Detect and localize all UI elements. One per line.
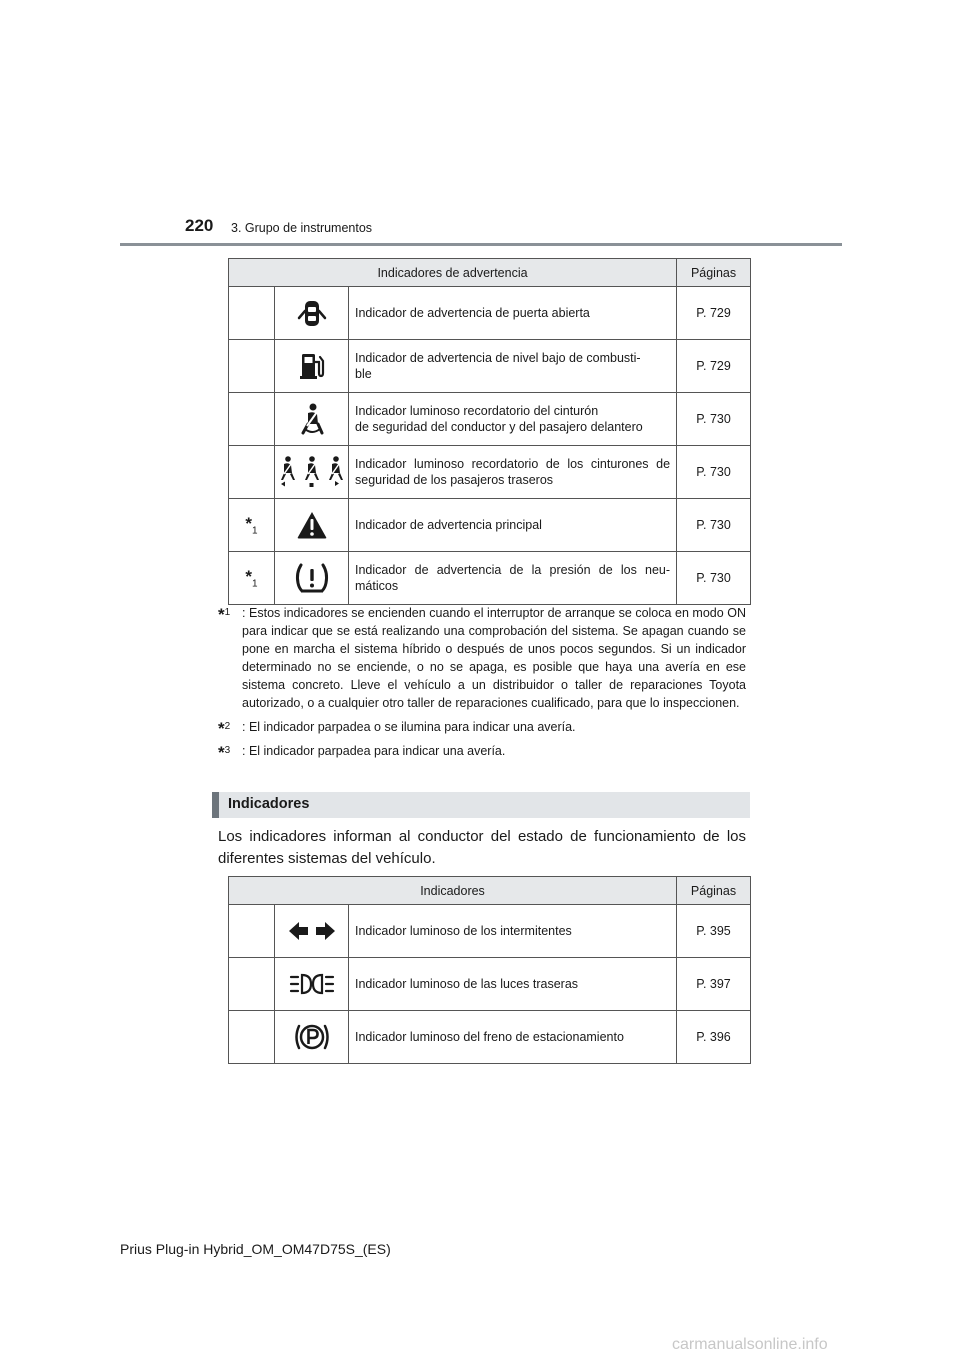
fuel-pump-icon (296, 350, 328, 382)
row-page: P. 397 (677, 958, 751, 1011)
header-rule (120, 243, 842, 246)
row-page: P. 730 (677, 446, 751, 499)
footnotes (218, 604, 746, 766)
column-header-indicators: Indicadores (229, 877, 677, 905)
rear-seatbelts-icon (276, 455, 348, 489)
row-description: Indicador de advertencia principal (349, 499, 677, 552)
table-row (229, 958, 751, 1011)
row-marker (229, 958, 275, 1011)
column-header-pages: Páginas (677, 259, 751, 287)
row-description: Indicador de advertencia de puerta abierta (349, 287, 677, 340)
column-header-indicators: Indicadores de advertencia (229, 259, 677, 287)
table-row (229, 1011, 751, 1064)
row-marker (229, 340, 275, 393)
table-header-row (229, 259, 751, 287)
footnote: *$^1$ : Estos indicadores se encienden cuando el interruptor de arranque se coloca en modo ON para indicar que se está realizando una comprobación del sistema. Se apagan cuando se pone en marcha el sistema híbrido o después de unos pocos segundos. Si un indicador determinado no se enciende, o no se apaga, es posible que haya una avería en ese sistema concreto. Lleve el vehículo a un distribuidor o taller de reparaciones Toyota autorizado, o a cualquier otro taller de reparaciones cualificado, para que lo inspeccionen. (218, 605, 746, 710)
door-open-icon (296, 297, 328, 329)
table-row (229, 287, 751, 340)
row-page: P. 729 (677, 340, 751, 393)
tail-lights-icon (289, 971, 335, 997)
table-row (229, 552, 751, 605)
row-page: P. 729 (677, 287, 751, 340)
turn-signal-icon (287, 919, 337, 943)
footnote: *$^3$ : El indicador parpadea para indicar una avería. (218, 743, 506, 763)
footnote: *$^2$ : El indicador parpadea o se ilumina para indicar una avería. (218, 719, 576, 739)
table-row (229, 499, 751, 552)
subsection-paragraph: Los indicadores informan al conductor del estado de funcionamiento de los diferentes sistemas del vehículo. (218, 828, 746, 867)
row-description: Indicador luminoso recordatorio del cinturón de seguridad del conductor y del pasajero delantero (349, 393, 677, 446)
row-description: Indicador luminoso recordatorio de los cinturones de seguridad de los pasajeros traseros (349, 446, 677, 499)
table-row (229, 905, 751, 958)
row-marker: $*_1$ (229, 499, 275, 552)
seatbelt-icon (296, 402, 328, 436)
row-description: Indicador luminoso de los intermitentes (349, 905, 677, 958)
row-marker (229, 1011, 275, 1064)
table-row (229, 446, 751, 499)
watermark: carmanualsonline.info (672, 1336, 828, 1353)
row-page: P. 396 (677, 1011, 751, 1064)
indicators-table (228, 876, 751, 1064)
footer-document-id: Prius Plug-in Hybrid_OM_OM47D75S_(ES) (120, 1241, 391, 1257)
table-row (229, 393, 751, 446)
row-marker (229, 446, 275, 499)
column-header-pages: Páginas (677, 877, 751, 905)
row-page: P. 395 (677, 905, 751, 958)
row-marker (229, 287, 275, 340)
tire-pressure-icon (292, 561, 332, 595)
row-page: P. 730 (677, 499, 751, 552)
page-number: 220 (185, 216, 214, 235)
row-page: P. 730 (677, 393, 751, 446)
table-row (229, 340, 751, 393)
master-warning-icon (296, 510, 328, 540)
row-marker (229, 393, 275, 446)
row-marker: $*_1$ (229, 552, 275, 605)
row-description: Indicador luminoso de las luces traseras (349, 958, 677, 1011)
table-header-row (229, 877, 751, 905)
warning-indicators-table (228, 258, 751, 605)
row-page: P. 730 (677, 552, 751, 605)
row-marker (229, 905, 275, 958)
subsection-title: Indicadores (228, 796, 310, 812)
parking-brake-icon (292, 1021, 332, 1053)
row-description: Indicador luminoso del freno de estacionamiento (349, 1011, 677, 1064)
section-title: 3. Grupo de instrumentos (231, 221, 373, 235)
heading-accent-bar (212, 792, 219, 818)
subsection-heading (212, 792, 750, 818)
row-description: Indicador de advertencia de nivel bajo de combusti- ble (349, 340, 677, 393)
row-description: Indicador de advertencia de la presión de los neu-máticos (349, 552, 677, 605)
